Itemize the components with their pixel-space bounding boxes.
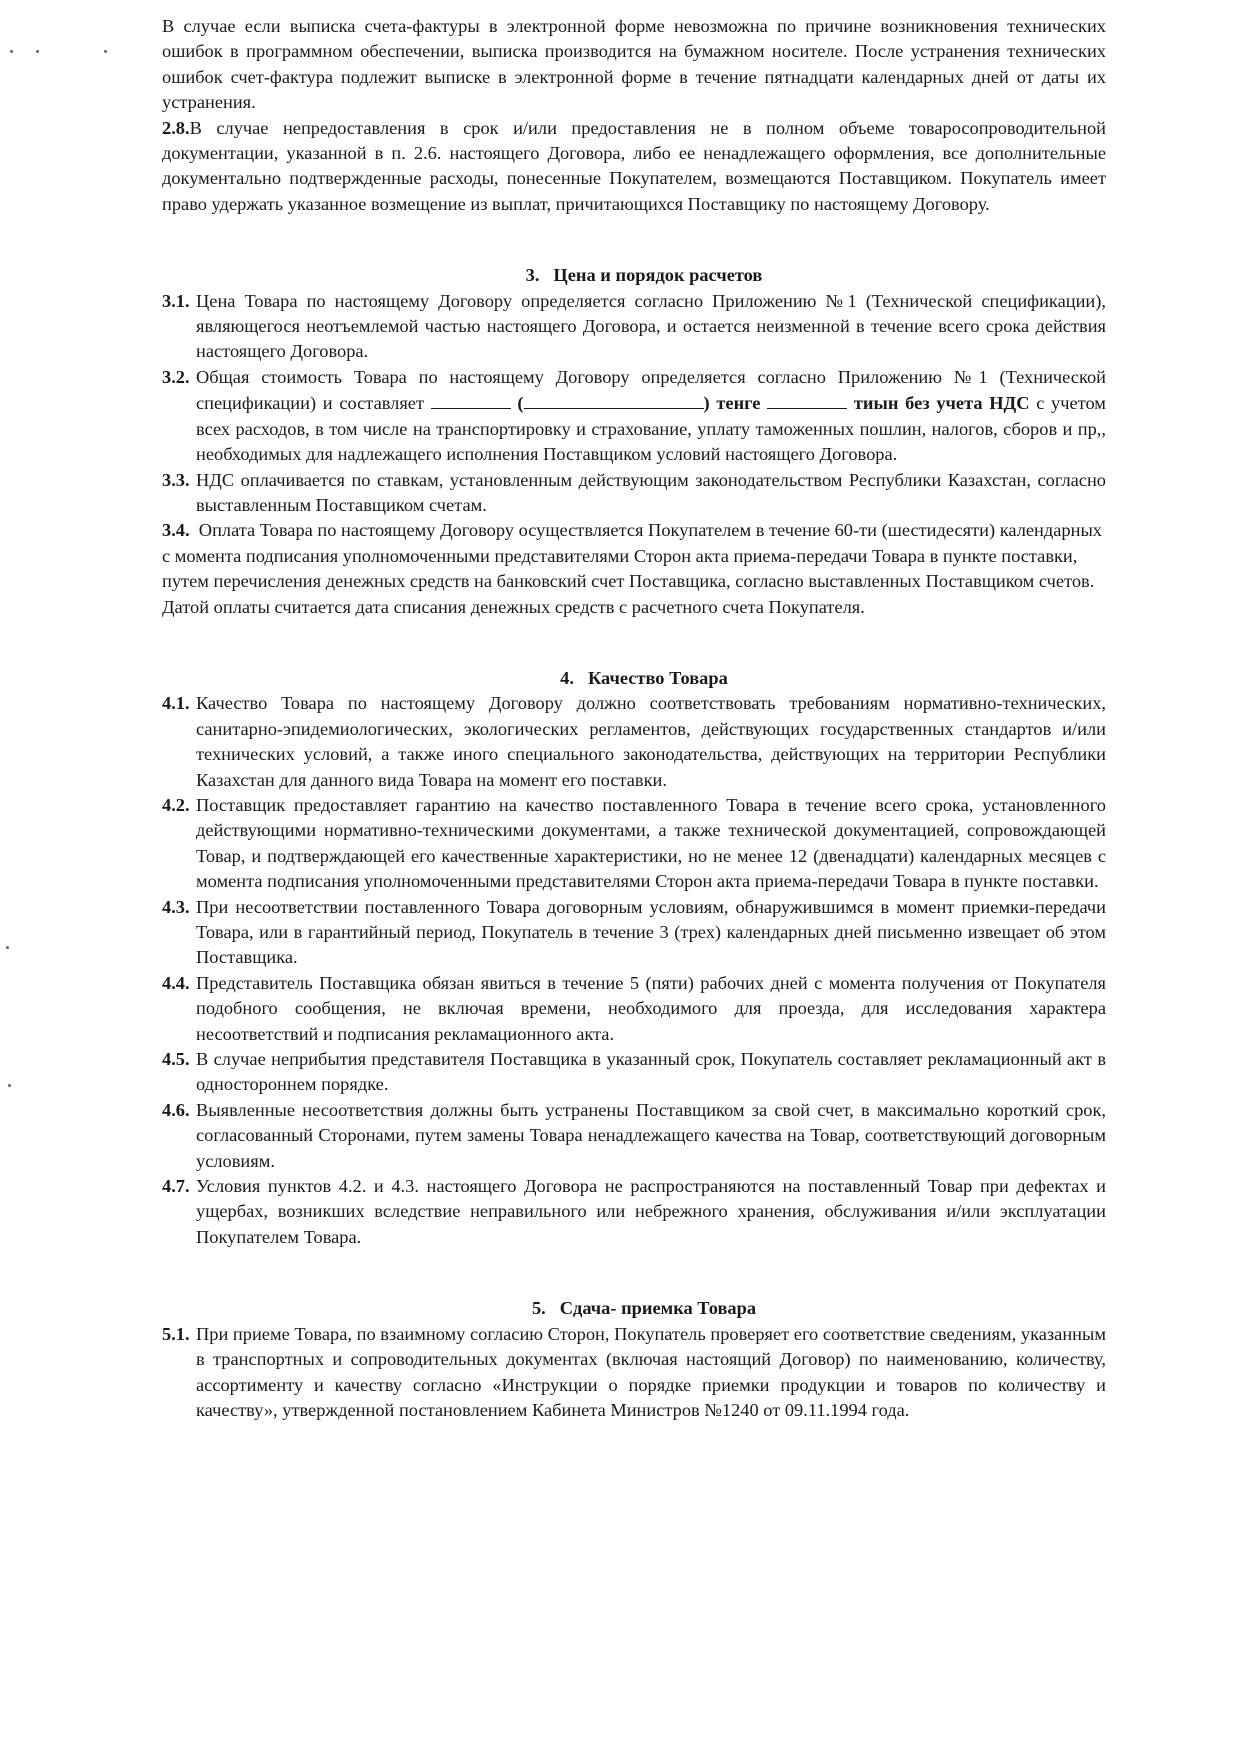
- clause-text: Качество Товара по настоящему Договору должно соответствовать требованиям нормативно-технических, санитарно-эпидемиологических, экологических регламентов, действующих государственных стандартов и/или технических условий, а также иного специального законодательства, действующих на территории Республики Казахстан для данного вида Товара на момент его поставки.: [196, 693, 1106, 790]
- section-number: 5.: [531, 1298, 546, 1319]
- clause-3-2: [162, 365, 1106, 468]
- clause-2-8: [162, 116, 1106, 218]
- tiyn-label: тиын без учета НДС: [853, 393, 1030, 414]
- clause-number: 3.1.: [162, 290, 190, 311]
- clause-text: НДС оплачивается по ставкам, установленным действующим законодательством Республики Казахстан, согласно выставленным Поставщиком счетам.: [196, 469, 1106, 515]
- clause-text: Оплата Товара по настоящему Договору осуществляется Покупателем в течение 60-ти (шестидесяти) календарных с момента подписания уполномоченными представителями Сторон акта приема-передачи Товара в пункте поставки, путем перечисления денежных средств на банковский счет Поставщика, согласно выставленных Поставщиком счетов. Датой оплаты считается дата списания денежных средств с расчетного счета Покупателя.: [162, 520, 1102, 617]
- section-number: 3.: [525, 265, 540, 286]
- clause-number: 2.8.: [162, 117, 190, 138]
- clause-3-3: [162, 468, 1106, 519]
- clause-text: При приеме Товара, по взаимному согласию Сторон, Покупатель проверяет его соответствие сведениям, указанным в транспортных и сопроводительных документах (включая настоящий Договор) по наименованию, количеству, ассортименту и качеству согласно «Инструкции о порядке приемки продукции и товаров по количеству и качеству», утвержденной постановлением Кабинета Министров №1240 от 09.11.1994 года.: [196, 1323, 1106, 1420]
- intro-paragraph: [162, 14, 1106, 116]
- scan-speck: [8, 1084, 11, 1087]
- scan-speck: [36, 50, 39, 53]
- clause-text: Общая стоимость Товара по настоящему Договору определяется согласно Приложению №1 (Технической спецификации) и составляет: [196, 366, 1106, 414]
- paren-open: (: [517, 393, 524, 414]
- section-number: 4.: [560, 667, 574, 688]
- clause-4-1: [162, 691, 1106, 793]
- clause-4-3: [162, 895, 1106, 971]
- section-title: Цена и порядок расчетов: [553, 265, 763, 286]
- clause-text: В случае неприбытия представителя Поставщика в указанный срок, Покупатель составляет рекламационный акт в одностороннем порядке.: [196, 1049, 1106, 1095]
- tenge-label: тенге: [716, 393, 761, 414]
- section-5-heading: [162, 1296, 1106, 1321]
- clause-number: 4.7.: [162, 1176, 190, 1197]
- scan-speck: [104, 50, 107, 53]
- clause-4-6: [162, 1098, 1106, 1174]
- clause-3-4: [162, 518, 1106, 620]
- section-title: Качество Товара: [587, 667, 728, 688]
- clause-number: 4.4.: [162, 972, 190, 993]
- clause-number: 4.2.: [162, 794, 190, 815]
- scan-speck: [6, 946, 9, 949]
- section-title: Сдача- приемка Товара: [559, 1298, 757, 1319]
- clause-text: Поставщик предоставляет гарантию на качество поставленного Товара в течение всего срока, установленного действующими нормативно-техническими документами, а также технической документацией, сопровождающей Товар, и подтверждающей его качественные характеристики, но не менее 12 (двенадцати) календарных месяцев с момента подписания уполномоченными представителями Сторон акта приема-передачи Товара в пункте поставки.: [196, 794, 1106, 892]
- clause-text: Цена Товара по настоящему Договору определяется согласно Приложению №1 (Технической спецификации), являющегося неотъемлемой частью настоящего Договора, и остается неизменной в течение всего срока действия настоящего Договора.: [196, 290, 1106, 362]
- section-4-heading: [162, 666, 1106, 691]
- clause-number: 3.4.: [162, 520, 190, 541]
- clause-text: При несоответствии поставленного Товара договорным условиям, обнаружившимся в момент приемки-передачи Товара, или в гарантийный период, Покупатель в течение 3 (трех) календарных дней письменно извещает об этом Поставщика.: [196, 896, 1106, 968]
- clause-number: 4.6.: [162, 1099, 190, 1120]
- clause-number: 4.1.: [162, 693, 190, 714]
- clause-text: Условия пунктов 4.2. и 4.3. настоящего Договора не распространяются на поставленный Товар при дефектах и ущербах, возникших вследствие неправильного или небрежного хранения, обслуживания и/или эксплуатации Покупателем Товара.: [196, 1176, 1106, 1247]
- clause-5-1: [162, 1322, 1106, 1424]
- amount-words-blank[interactable]: [524, 390, 704, 409]
- clause-number: 3.3.: [162, 469, 190, 490]
- clause-4-7: [162, 1174, 1106, 1250]
- document-page: [162, 14, 1106, 1423]
- amount-blank[interactable]: [431, 390, 511, 409]
- tiyn-blank[interactable]: [767, 390, 847, 409]
- section-3-heading: [162, 263, 1106, 288]
- clause-text: В случае непредоставления в срок и/или предоставления не в полном объеме товаросопроводительной документации, указанной в п. 2.6. настоящего Договора, либо ее ненадлежащего оформления, все дополнительные документально подтвержденные расходы, понесенные Покупателем, возмещаются Поставщиком. Покупатель имеет право удержать указанное возмещение из выплат, причитающихся Поставщику по настоящему Договору.: [162, 117, 1106, 214]
- clause-4-2: [162, 793, 1106, 895]
- clause-text: Представитель Поставщика обязан явиться в течение 5 (пяти) рабочих дней с момента получения от Покупателя подобного сообщения, не включая времени, необходимого для проезда, для исследования характера несоответствий и подписания рекламационного акта.: [196, 972, 1106, 1044]
- clause-number: 3.2.: [162, 366, 190, 387]
- clause-text-continued: с учетом всех расходов, в том числе на транспортировку и страхование, уплату таможенных пошлин, налогов, сборов и пр,, необходимых для надлежащего исполнения Поставщиком условий настоящего Договора.: [196, 393, 1106, 465]
- intro-text: В случае если выписка счета-фактуры в электронной форме невозможна по причине возникновения технических ошибок в программном обеспечении, выписка производится на бумажном носителе. После устранения технических ошибок счет-фактура подлежит выписке в электронной форме в течение пятнадцати календарных дней от даты их устранения.: [162, 16, 1106, 113]
- clause-text: Выявленные несоответствия должны быть устранены Поставщиком за свой счет, в максимально короткий срок, согласованный Сторонами, путем замены Товара ненадлежащего качества на Товар, соответствующий договорным условиям.: [196, 1099, 1106, 1171]
- clause-4-5: [162, 1047, 1106, 1098]
- clause-number: 4.3.: [162, 896, 190, 917]
- clause-number: 5.1.: [162, 1323, 190, 1344]
- clause-3-1: [162, 289, 1106, 365]
- clause-number: 4.5.: [162, 1049, 190, 1070]
- clause-4-4: [162, 971, 1106, 1047]
- paren-close: ): [703, 393, 710, 414]
- scan-speck: [10, 50, 13, 53]
